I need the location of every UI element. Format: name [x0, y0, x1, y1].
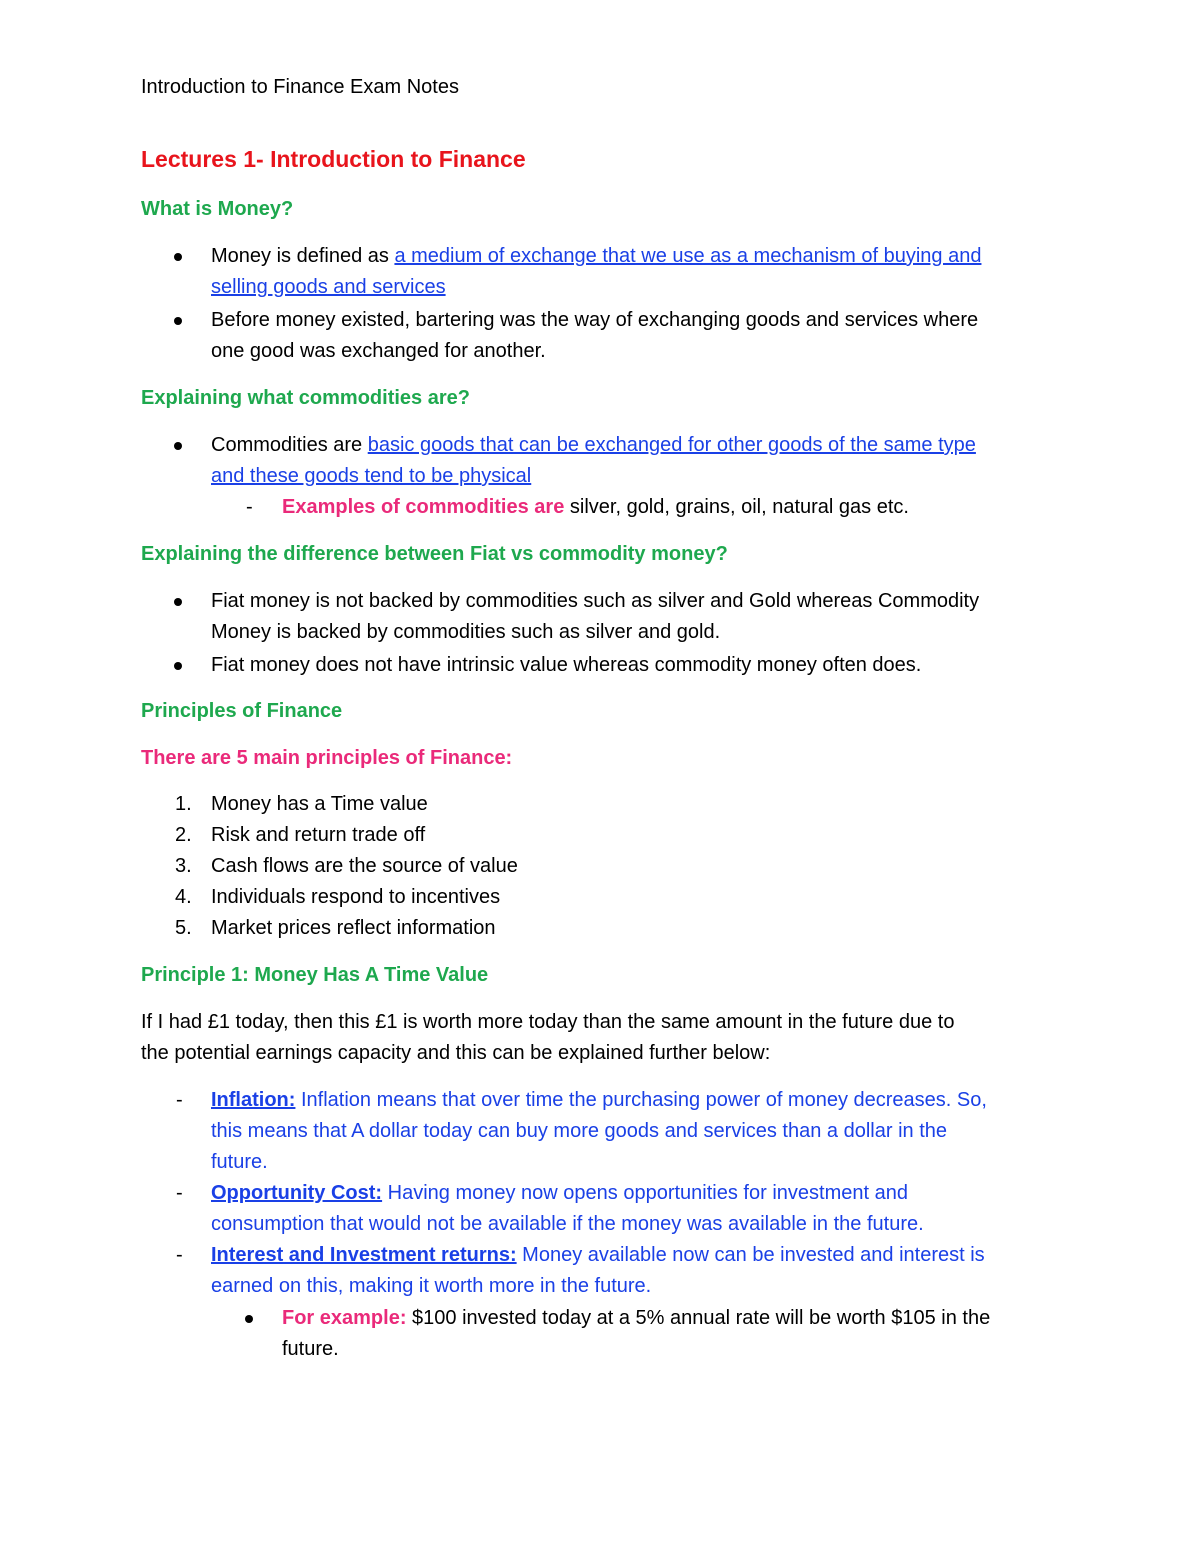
inflation-line-2: this means that A dollar today can buy more goods and services than a dollar in the	[211, 1120, 947, 1142]
list-number: 5.	[175, 917, 192, 939]
commodities-bullet-1: Commodities are basic goods that can be exchanged for other goods of the same type	[211, 434, 976, 456]
lecture-heading: Lectures 1- Introduction to Finance	[141, 146, 526, 172]
list-number: 2.	[175, 824, 192, 846]
fiat-bullet-1-line-2: Money is backed by commodities such as silver and gold.	[211, 621, 721, 643]
bullet-icon	[174, 442, 182, 450]
commodities-examples: Examples of commodities are silver, gold, grains, oil, natural gas etc.	[282, 496, 909, 518]
inflation-label: Inflation:	[211, 1089, 296, 1111]
inflation-line-3: future.	[211, 1151, 268, 1173]
principle-item: Market prices reflect information	[211, 917, 496, 939]
definition-link[interactable]: a medium of exchange that we use as a mechanism of buying and	[394, 245, 982, 267]
inflation-line-1: Inflation: Inflation means that over time the purchasing power of money decreases. So,	[211, 1089, 987, 1111]
fiat-bullet-1-line-1: Fiat money is not backed by commodities such as silver and Gold whereas Commodity	[211, 590, 980, 612]
principle-item: Cash flows are the source of value	[211, 855, 518, 877]
section-heading-fiat: Explaining the difference between Fiat vs commodity money?	[141, 543, 728, 565]
interest-label: Interest and Investment returns:	[211, 1244, 517, 1266]
examples-label: Examples of commodities are	[282, 496, 565, 518]
document-title: Introduction to Finance Exam Notes	[141, 76, 459, 98]
list-number: 3.	[175, 855, 192, 877]
list-number: 4.	[175, 886, 192, 908]
principles-intro: There are 5 main principles of Finance:	[141, 747, 513, 769]
dash-marker: -	[176, 1244, 183, 1266]
principle-item: Money has a Time value	[211, 793, 428, 815]
example-line-1: For example: $100 invested today at a 5% annual rate will be worth $105 in the	[282, 1307, 991, 1329]
section-heading-principles: Principles of Finance	[141, 700, 343, 722]
bullet-icon	[174, 253, 182, 261]
section-heading-commodities: Explaining what commodities are?	[141, 387, 470, 409]
bullet-icon	[245, 1315, 253, 1323]
bullet-icon	[174, 662, 182, 670]
money-bullet-2-line-1: Before money existed, bartering was the way of exchanging goods and services where	[211, 309, 979, 331]
principle-item: Risk and return trade off	[211, 824, 426, 846]
example-label: For example:	[282, 1307, 407, 1329]
opportunity-cost-line-2: consumption that would not be available if the money was available in the future.	[211, 1213, 924, 1235]
definition-link-continued[interactable]: selling goods and services	[211, 276, 446, 298]
bullet-icon	[174, 598, 182, 606]
principle-1-paragraph-line-1: If I had £1 today, then this £1 is worth more today than the same amount in the future due to	[141, 1011, 955, 1033]
dash-marker: -	[176, 1089, 183, 1111]
opportunity-cost-label: Opportunity Cost:	[211, 1182, 383, 1204]
section-heading-principle-1: Principle 1: Money Has A Time Value	[141, 964, 489, 986]
interest-line-1: Interest and Investment returns: Money available now can be invested and interest is	[211, 1244, 985, 1266]
section-heading-money: What is Money?	[141, 198, 294, 220]
bullet-icon	[174, 317, 182, 325]
example-line-2: future.	[282, 1338, 339, 1360]
dash-marker: -	[246, 496, 253, 518]
opportunity-cost-line-1: Opportunity Cost: Having money now opens opportunities for investment and	[211, 1182, 908, 1204]
money-bullet-2-line-2: one good was exchanged for another.	[211, 340, 546, 362]
commodities-definition-link[interactable]: basic goods that can be exchanged for other goods of the same type	[367, 434, 976, 456]
principle-1-paragraph-line-2: the potential earnings capacity and this can be explained further below:	[141, 1042, 771, 1064]
interest-line-2: earned on this, making it worth more in the future.	[211, 1275, 652, 1297]
list-number: 1.	[175, 793, 192, 815]
fiat-bullet-2: Fiat money does not have intrinsic value whereas commodity money often does.	[211, 654, 922, 676]
dash-marker: -	[176, 1182, 183, 1204]
principle-item: Individuals respond to incentives	[211, 886, 501, 908]
commodities-definition-link-continued[interactable]: and these goods tend to be physical	[211, 465, 532, 487]
money-bullet-1: Money is defined as a medium of exchange that we use as a mechanism of buying and	[211, 245, 982, 267]
